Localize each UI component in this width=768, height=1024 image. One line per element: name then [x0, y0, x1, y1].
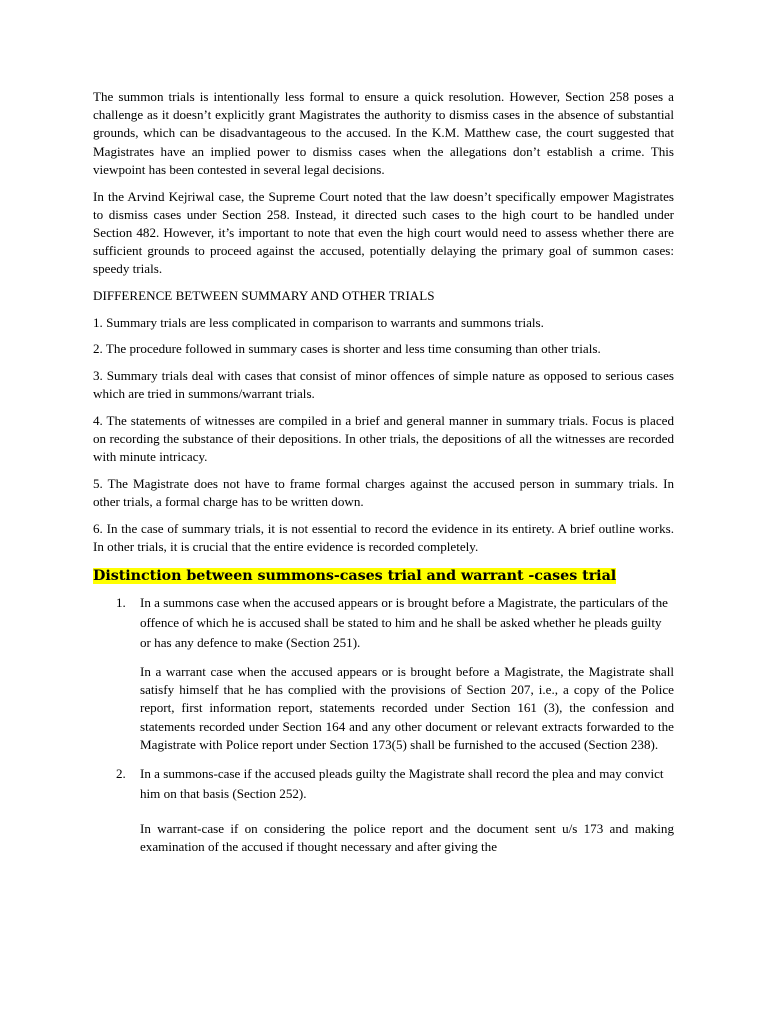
summons-case-text: In a summons-case if the accused pleads guilty the Magistrate shall record the plea and may convict him on that basis (Section 252).	[140, 765, 664, 801]
distinction-list	[93, 593, 674, 856]
difference-item-4: 4. The statements of witnesses are compiled in a brief and general manner in summary trials. Focus is placed on recording the substance of their depositions. In other trials, the depositions of all the witnesses are recorded with minute intricacy.	[93, 413, 674, 465]
summons-case-text: In a summons case when the accused appears or is brought before a Magistrate, the particulars of the offence of which he is accused shall be stated to him and he shall be asked whether he pleads guilty or has any defence to make (Section 251).	[140, 594, 668, 650]
warrant-case-text: In a warrant case when the accused appears or is brought before a Magistrate, the Magistrate shall satisfy himself that he has complied with the provisions of Section 207, i.e., a copy of the Police report, first information report, statements recorded under Section 161 (3), the confession and statements recorded under Section 164 and any other document or relevant extracts forwarded to the Magistrate with Police report under Section 173(5) shall be furnished to the accused (Section 238).	[140, 663, 674, 752]
difference-item-1: 1. Summary trials are less complicated in comparison to warrants and summons trials.	[93, 314, 544, 330]
list-number: 2.	[116, 765, 126, 781]
distinction-heading: Distinction between summons-cases trial and warrant -cases trial	[93, 567, 617, 584]
warrant-case-text: In warrant-case if on considering the police report and the document sent u/s 173 and making examination of the accused if thought necessary and after giving the	[140, 820, 674, 855]
difference-item-6: 6. In the case of summary trials, it is not essential to record the evidence in its entirety. A brief outline works. In other trials, it is crucial that the entire evidence is recorded completely.	[93, 521, 674, 555]
paragraph-kejriwal-case: In the Arvind Kejriwal case, the Supreme Court noted that the law doesn’t specifically empower Magistrates to dismiss cases under Section 258. Instead, it directed such cases to the high court to be handled under Section 482. However, it’s important to note that even the high court would need to assess whether there are sufficient grounds to proceed against the accused, potentially delaying the primary goal of summon cases: speedy trials.	[93, 188, 674, 277]
distinction-item-1	[93, 593, 674, 754]
difference-item-5: 5. The Magistrate does not have to frame formal charges against the accused person in summary trials. In other trials, a formal charge has to be written down.	[93, 476, 674, 510]
difference-item-2: 2. The procedure followed in summary cases is shorter and less time consuming than other trials.	[93, 341, 601, 357]
distinction-heading-block	[93, 565, 674, 587]
difference-item-3: 3. Summary trials deal with cases that consist of minor offences of simple nature as opposed to serious cases which are tried in summons/warrant trials.	[93, 368, 674, 402]
difference-heading: DIFFERENCE BETWEEN SUMMARY AND OTHER TRIALS	[93, 288, 435, 304]
paragraph-summon-trials: The summon trials is intentionally less formal to ensure a quick resolution. However, Section 258 poses a challenge as it doesn’t explicitly grant Magistrates the authority to dismiss cases in the absence of substantial grounds, which can be disadvantageous to the accused. In the K.M. Matthew case, the court suggested that Magistrates have an implied power to dismiss cases when the allegations don’t establish a crime. This viewpoint has been contested in several legal decisions.	[93, 89, 674, 177]
distinction-item-2	[93, 764, 674, 856]
document-page	[93, 88, 674, 866]
list-number: 1.	[116, 594, 126, 610]
